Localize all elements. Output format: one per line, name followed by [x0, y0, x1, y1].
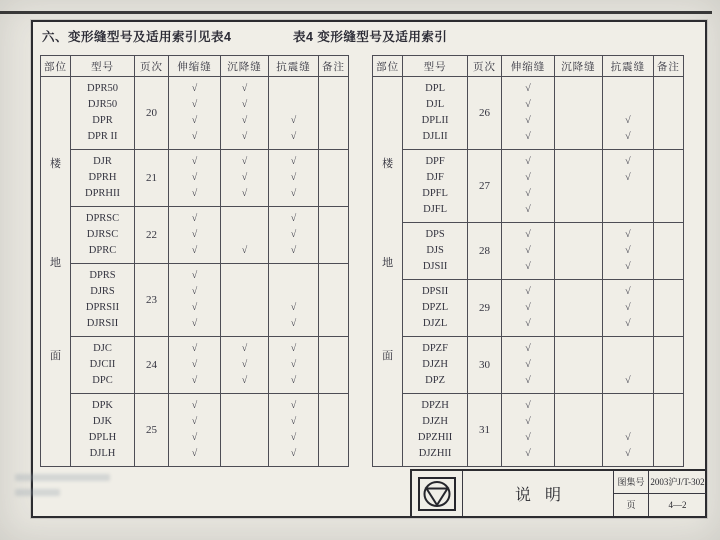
model-group-row — [373, 223, 684, 280]
model-name: DJZHII — [418, 448, 452, 459]
column-header: 抗震缝 — [603, 56, 653, 77]
check-mark-cell — [554, 280, 602, 337]
check-icon: √ — [625, 115, 631, 126]
column-header: 型号 — [403, 56, 468, 77]
check-mark-cell — [221, 264, 269, 337]
model-name: DPF — [425, 156, 445, 167]
model-name: DJRSII — [86, 318, 119, 329]
model-name: DJZH — [422, 416, 448, 427]
remark-cell — [653, 77, 683, 150]
check-icon: √ — [525, 172, 531, 183]
model-name: DJL — [426, 99, 445, 110]
check-mark-cell — [554, 150, 602, 223]
check-icon: √ — [241, 115, 248, 126]
check-icon: √ — [525, 375, 531, 386]
check-mark-cell — [169, 207, 221, 264]
check-icon: √ — [525, 188, 531, 199]
check-icon: √ — [290, 188, 297, 199]
model-list-cell — [71, 77, 135, 150]
model-name: DPRS — [89, 270, 116, 281]
check-icon: √ — [191, 245, 198, 256]
empty-mark — [555, 341, 602, 357]
empty-mark — [555, 186, 602, 202]
check-icon: √ — [625, 229, 631, 240]
model-group-row — [373, 394, 684, 467]
check-icon: √ — [525, 359, 531, 370]
check-icon: √ — [525, 245, 531, 256]
check-icon: √ — [525, 204, 531, 215]
model-name: DJK — [92, 416, 113, 427]
check-icon: √ — [625, 156, 631, 167]
check-mark-cell — [502, 394, 555, 467]
empty-mark — [555, 446, 602, 462]
empty-mark — [269, 268, 318, 284]
check-icon: √ — [241, 172, 248, 183]
empty-mark — [555, 414, 602, 430]
model-name: DJC — [93, 343, 112, 354]
empty-mark — [555, 259, 602, 275]
remark-cell — [653, 150, 683, 223]
column-header: 伸缩缝 — [502, 56, 555, 77]
column-header: 备注 — [653, 56, 683, 77]
sheet-title: 说明 — [514, 487, 575, 504]
check-mark-cell — [554, 77, 602, 150]
check-icon: √ — [290, 302, 297, 313]
empty-mark — [555, 300, 602, 316]
model-name: DPLII — [421, 115, 449, 126]
model-name: DJLII — [422, 131, 448, 142]
check-mark-cell — [269, 337, 319, 394]
empty-mark — [603, 186, 652, 202]
check-icon: √ — [191, 448, 198, 459]
check-mark-cell — [502, 337, 555, 394]
model-group-row — [373, 150, 684, 223]
check-icon: √ — [241, 131, 248, 142]
location-label: 地 — [50, 256, 61, 269]
check-mark-cell — [221, 394, 269, 467]
page-number: 27 — [467, 150, 501, 223]
empty-mark — [555, 154, 602, 170]
empty-mark — [555, 398, 602, 414]
model-name: DJR50 — [87, 99, 118, 110]
model-name: DPZH — [421, 400, 449, 411]
check-mark-cell — [603, 280, 653, 337]
empty-mark — [269, 284, 318, 300]
check-icon: √ — [191, 115, 198, 126]
check-icon: √ — [625, 286, 631, 297]
model-list-cell — [71, 394, 135, 467]
model-name: DPR II — [87, 131, 118, 142]
check-icon: √ — [525, 302, 531, 313]
model-list-cell — [71, 207, 135, 264]
model-name: DPRC — [88, 245, 117, 256]
empty-mark — [555, 227, 602, 243]
page-number: 23 — [135, 264, 169, 337]
check-mark-cell — [221, 77, 269, 150]
model-list-cell — [403, 223, 468, 280]
model-group-row — [41, 394, 349, 467]
empty-mark — [555, 113, 602, 129]
check-icon: √ — [241, 375, 248, 386]
check-icon: √ — [290, 375, 297, 386]
check-mark-cell — [169, 77, 221, 150]
empty-mark — [555, 202, 602, 218]
check-icon: √ — [191, 213, 198, 224]
check-icon: √ — [525, 416, 531, 427]
location-label: 面 — [50, 350, 61, 363]
check-mark-cell — [502, 77, 555, 150]
title-block-info — [613, 471, 705, 516]
empty-mark — [221, 430, 268, 446]
model-group-row — [41, 77, 349, 150]
check-icon: √ — [625, 318, 631, 329]
check-mark-cell — [603, 150, 653, 223]
title-block — [410, 469, 707, 518]
check-icon: √ — [625, 131, 631, 142]
page-number: 31 — [467, 394, 501, 467]
check-icon: √ — [241, 359, 248, 370]
model-group-row — [373, 280, 684, 337]
column-header: 备注 — [319, 56, 349, 77]
check-icon: √ — [191, 83, 198, 94]
check-mark-cell — [169, 264, 221, 337]
page-number: 25 — [135, 394, 169, 467]
check-mark-cell — [603, 77, 653, 150]
empty-mark — [555, 316, 602, 332]
remark-cell — [319, 264, 349, 337]
check-icon: √ — [525, 156, 531, 167]
section-title: 六、变形缝型号及适用索引见表4 — [42, 30, 232, 44]
empty-mark — [555, 357, 602, 373]
empty-mark — [603, 398, 652, 414]
page-number: 24 — [135, 337, 169, 394]
check-mark-cell — [169, 150, 221, 207]
empty-mark — [221, 268, 268, 284]
page-label: 页 — [614, 494, 649, 517]
column-header: 页次 — [467, 56, 501, 77]
check-icon: √ — [241, 188, 248, 199]
column-header: 型号 — [71, 56, 135, 77]
model-name: DPZF — [422, 343, 448, 354]
page-number: 22 — [135, 207, 169, 264]
check-icon: √ — [625, 261, 631, 272]
model-name: DPRH — [88, 172, 117, 183]
empty-mark — [555, 284, 602, 300]
model-name: DJZL — [422, 318, 448, 329]
check-icon: √ — [625, 448, 631, 459]
column-header: 部位 — [41, 56, 71, 77]
model-name: DPFL — [422, 188, 448, 199]
check-icon: √ — [290, 400, 297, 411]
model-name: DJCII — [89, 359, 116, 370]
empty-mark — [555, 430, 602, 446]
empty-mark — [221, 211, 268, 227]
model-name: DPR50 — [87, 83, 118, 94]
check-icon: √ — [525, 432, 531, 443]
model-list-cell — [71, 264, 135, 337]
check-icon: √ — [191, 432, 198, 443]
page-number-value: 4—2 — [668, 499, 687, 510]
empty-mark — [269, 81, 318, 97]
check-mark-cell — [269, 394, 319, 467]
empty-mark — [603, 81, 652, 97]
model-name: DPRHII — [84, 188, 120, 199]
remark-cell — [319, 394, 349, 467]
empty-mark — [221, 398, 268, 414]
page-number: 26 — [467, 77, 501, 150]
model-name: DJS — [426, 245, 444, 256]
check-icon: √ — [525, 115, 531, 126]
column-header: 伸缩缝 — [169, 56, 221, 77]
remark-cell — [319, 150, 349, 207]
check-icon: √ — [241, 83, 248, 94]
check-mark-cell — [269, 150, 319, 207]
location-label: 面 — [382, 350, 394, 363]
model-name: DPS — [425, 229, 445, 240]
atlas-number-value: 2003沪J/T-302 — [649, 471, 706, 494]
empty-mark — [269, 97, 318, 113]
check-icon: √ — [525, 131, 531, 142]
model-list-cell — [403, 280, 468, 337]
check-icon: √ — [191, 318, 198, 329]
check-icon: √ — [191, 286, 198, 297]
check-icon: √ — [625, 432, 631, 443]
remark-cell — [319, 337, 349, 394]
check-mark-cell — [169, 337, 221, 394]
model-name: DPLH — [88, 432, 117, 443]
model-list-cell — [403, 77, 468, 150]
empty-mark — [555, 97, 602, 113]
empty-mark — [221, 300, 268, 316]
check-mark-cell — [269, 207, 319, 264]
check-icon: √ — [625, 245, 631, 256]
check-icon: √ — [625, 302, 631, 313]
check-icon: √ — [241, 245, 248, 256]
location-label: 楼 — [50, 157, 61, 170]
check-icon: √ — [191, 131, 198, 142]
check-mark-cell — [603, 337, 653, 394]
check-icon: √ — [290, 318, 297, 329]
model-list-cell — [403, 394, 468, 467]
check-icon: √ — [241, 156, 248, 167]
model-name: DJZH — [422, 359, 448, 370]
check-icon: √ — [191, 359, 198, 370]
model-list-cell — [403, 337, 468, 394]
check-icon: √ — [525, 83, 531, 94]
empty-mark — [555, 170, 602, 186]
check-icon: √ — [191, 99, 198, 110]
remark-cell — [319, 77, 349, 150]
model-group-row — [41, 264, 349, 337]
check-icon: √ — [191, 270, 198, 281]
empty-mark — [221, 446, 268, 462]
empty-mark — [603, 97, 652, 113]
logo-cell — [412, 471, 463, 516]
empty-mark — [603, 341, 652, 357]
check-mark-cell — [554, 394, 602, 467]
model-list-cell — [403, 150, 468, 223]
model-group-row — [41, 207, 349, 264]
model-name: DPSII — [421, 286, 449, 297]
empty-mark — [603, 357, 652, 373]
check-mark-cell — [502, 223, 555, 280]
empty-mark — [221, 227, 268, 243]
check-icon: √ — [241, 99, 248, 110]
check-mark-cell — [603, 223, 653, 280]
check-icon: √ — [191, 343, 198, 354]
model-list-cell — [71, 150, 135, 207]
check-icon: √ — [290, 245, 297, 256]
location-label: 楼 — [382, 157, 394, 170]
check-icon: √ — [191, 229, 198, 240]
check-mark-cell — [269, 264, 319, 337]
empty-mark — [555, 129, 602, 145]
check-icon: √ — [290, 448, 297, 459]
empty-mark — [221, 414, 268, 430]
check-icon: √ — [525, 99, 531, 110]
check-icon: √ — [525, 229, 531, 240]
empty-mark — [221, 284, 268, 300]
check-mark-cell — [603, 394, 653, 467]
check-icon: √ — [525, 286, 531, 297]
remark-cell — [653, 394, 683, 467]
location-label: 地 — [382, 256, 394, 269]
check-icon: √ — [625, 172, 631, 183]
standard-design-logo-icon — [418, 477, 456, 511]
remark-cell — [653, 280, 683, 337]
check-icon: √ — [191, 172, 198, 183]
faint-stamp — [15, 474, 135, 504]
check-icon: √ — [191, 188, 198, 199]
check-mark-cell — [221, 337, 269, 394]
model-name: DJFL — [423, 204, 448, 215]
empty-mark — [221, 316, 268, 332]
check-mark-cell — [502, 280, 555, 337]
remark-cell — [653, 223, 683, 280]
check-icon: √ — [290, 343, 297, 354]
column-header: 沉降缝 — [221, 56, 269, 77]
column-header: 沉降缝 — [554, 56, 602, 77]
page-frame — [31, 20, 707, 518]
joint-index-table-right — [372, 55, 684, 467]
check-icon: √ — [525, 318, 531, 329]
empty-mark — [555, 373, 602, 389]
model-name: DPZHII — [417, 432, 453, 443]
page-number: 20 — [135, 77, 169, 150]
check-mark-cell — [169, 394, 221, 467]
check-mark-cell — [554, 223, 602, 280]
check-icon: √ — [290, 432, 297, 443]
column-header: 抗震缝 — [269, 56, 319, 77]
empty-mark — [555, 243, 602, 259]
empty-mark — [603, 202, 652, 218]
table-caption: 表4 变形缝型号及适用索引 — [293, 30, 448, 44]
check-icon: √ — [290, 416, 297, 427]
check-icon: √ — [290, 115, 297, 126]
column-header: 部位 — [373, 56, 403, 77]
check-icon: √ — [191, 156, 198, 167]
empty-mark — [603, 414, 652, 430]
empty-mark — [555, 81, 602, 97]
check-icon: √ — [290, 213, 297, 224]
model-group-row — [373, 77, 684, 150]
model-group-row — [41, 150, 349, 207]
check-icon: √ — [191, 400, 198, 411]
location-cell — [41, 77, 71, 467]
check-icon: √ — [625, 375, 631, 386]
scan-edge-line — [0, 11, 712, 14]
model-name: DJR — [93, 156, 112, 167]
check-icon: √ — [290, 359, 297, 370]
model-name: DJSII — [422, 261, 448, 272]
check-icon: √ — [290, 172, 297, 183]
check-mark-cell — [221, 150, 269, 207]
model-list-cell — [71, 337, 135, 394]
model-name: DPRSC — [85, 213, 120, 224]
model-name: DPRSII — [85, 302, 120, 313]
model-name: DPC — [92, 375, 113, 386]
model-name: DJF — [426, 172, 444, 183]
check-icon: √ — [525, 261, 531, 272]
remark-cell — [653, 337, 683, 394]
model-name: DJRS — [90, 286, 115, 297]
remark-cell — [319, 207, 349, 264]
check-icon: √ — [241, 343, 248, 354]
check-mark-cell — [502, 150, 555, 223]
page-number: 29 — [467, 280, 501, 337]
page-number: 21 — [135, 150, 169, 207]
check-icon: √ — [191, 302, 198, 313]
atlas-number-label: 图集号 — [614, 471, 649, 494]
check-icon: √ — [191, 416, 198, 427]
model-name: DPL — [425, 83, 445, 94]
model-name: DJLH — [89, 448, 116, 459]
check-icon: √ — [525, 400, 531, 411]
check-mark-cell — [221, 207, 269, 264]
model-group-row — [41, 337, 349, 394]
model-group-row — [373, 337, 684, 394]
check-icon: √ — [525, 448, 531, 459]
check-mark-cell — [554, 337, 602, 394]
model-name: DPK — [91, 400, 113, 411]
check-icon: √ — [290, 156, 297, 167]
check-icon: √ — [290, 229, 297, 240]
page-number: 28 — [467, 223, 501, 280]
page-number: 30 — [467, 337, 501, 394]
model-name: DPR — [92, 115, 113, 126]
location-cell — [373, 77, 403, 467]
check-icon: √ — [525, 343, 531, 354]
model-name: DJRSC — [86, 229, 119, 240]
check-mark-cell — [269, 77, 319, 150]
model-name: DPZL — [421, 302, 449, 313]
model-name: DPZ — [425, 375, 445, 386]
check-icon: √ — [290, 131, 297, 142]
check-icon: √ — [191, 375, 198, 386]
joint-index-table-left — [40, 55, 349, 467]
column-header: 页次 — [135, 56, 169, 77]
